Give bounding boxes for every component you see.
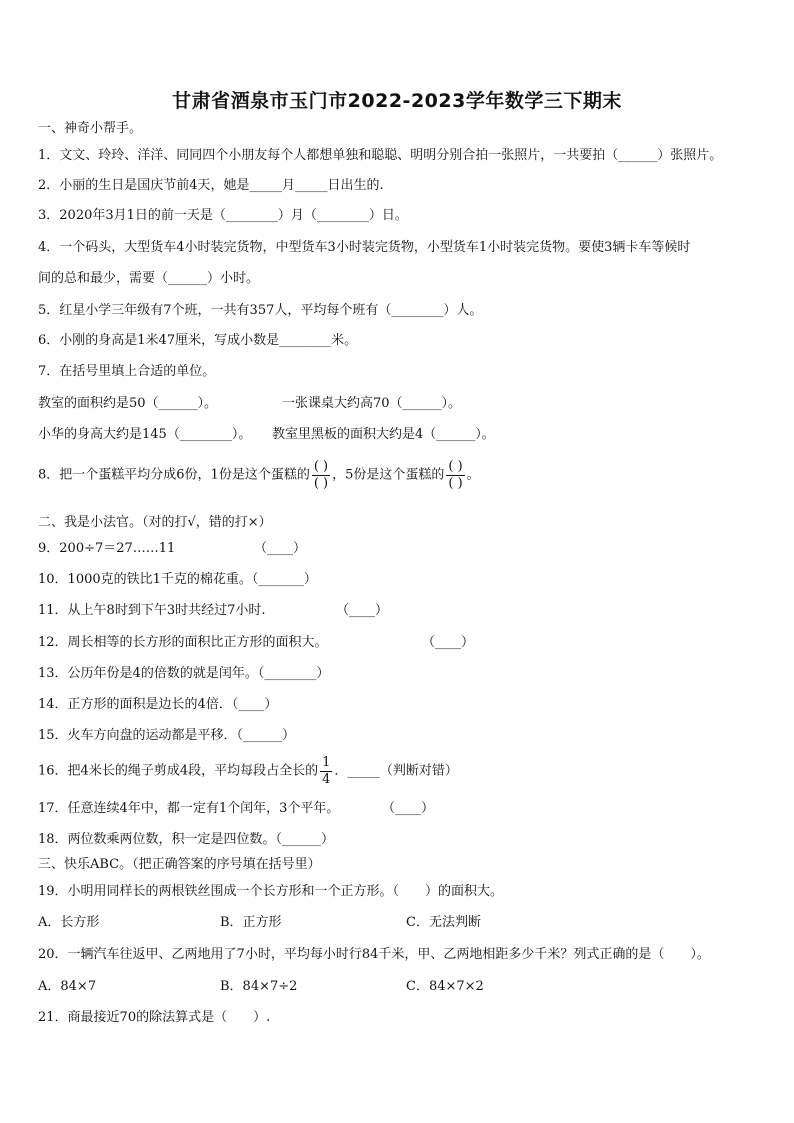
question-20: 20．一辆汽车往返甲、乙两地用了7小时，平均每小时行84千米，甲、乙两地相距多少千米？列式正确的是（ ）。 xyxy=(38,947,710,962)
question-5: 5．红星小学三年级有7个班，一共有357人，平均每个班有（________）人。 xyxy=(38,303,483,318)
fraction-denominator-blank: ( ) xyxy=(448,476,463,491)
question-19: 19．小明用同样长的两根铁丝围成一个长方形和一个正方形。（ ）的面积大。 xyxy=(38,884,504,899)
question-11-blank: （____） xyxy=(336,603,389,618)
question-17-blank: （____） xyxy=(382,801,435,816)
page-title: 甘肃省酒泉市玉门市2022-2023学年数学三下期末 xyxy=(172,90,622,112)
question-19-option-a: A．长方形 xyxy=(38,915,100,930)
question-15: 15．火车方向盘的运动都是平移．（______） xyxy=(38,728,296,743)
question-20-option-c: C．84×7×2 xyxy=(406,979,484,994)
question-8-text-2: ，5份是这个蛋糕的 xyxy=(332,467,445,483)
section-heading-3: 三、快乐ABC。（把正确答案的序号填在括号里） xyxy=(38,857,321,872)
question-20-option-a: A．84×7 xyxy=(38,979,97,994)
fraction-numerator-blank: ( ) xyxy=(448,459,463,474)
question-9-blank: （____） xyxy=(254,541,307,556)
question-4-line-2: 间的总和最少，需要（______）小时。 xyxy=(38,271,260,286)
fraction-denominator: 4 xyxy=(322,772,331,787)
question-8-end: 。 xyxy=(466,467,480,483)
question-3: 3．2020年3月1日的前一天是（________）月（________）日。 xyxy=(38,208,408,223)
question-16-text-1: 16．把4米长的绳子剪成4段，平均每段占全长的 xyxy=(38,763,319,779)
fraction-one-quarter xyxy=(320,756,332,787)
question-16-text-2: ．_____（判断对错） xyxy=(334,763,458,779)
question-7-a: 教室的面积约是50（______）。 xyxy=(38,396,218,411)
question-9: 9．200÷7＝27……11 xyxy=(38,541,176,556)
section-heading-1: 一、神奇小帮手。 xyxy=(38,121,143,136)
question-21: 21．商最接近70的除法算式是（ ）. xyxy=(38,1010,271,1025)
question-12-blank: （____） xyxy=(422,635,475,650)
question-14: 14．正方形的面积是边长的4倍．（____） xyxy=(38,697,278,712)
question-17: 17．任意连续4年中，都一定有1个闰年，3个平年。 xyxy=(38,801,340,816)
question-1: 1．文文、玲玲、洋洋、同同四个小朋友每个人都想单独和聪聪、明明分别合拍一张照片，一共要拍（______）张照片。 xyxy=(38,148,723,163)
question-7-c: 小华的身高大约是145（________）。 xyxy=(38,427,252,442)
question-7: 7．在括号里填上合适的单位。 xyxy=(38,364,216,379)
question-7-d: 教室里黑板的面积大约是4（______）。 xyxy=(272,427,495,442)
section-heading-2: 二、我是小法官。（对的打√，错的打×） xyxy=(38,515,272,530)
question-2: 2．小丽的生日是国庆节前4天，她是_____月_____日出生的. xyxy=(38,178,384,193)
fraction-denominator-blank: ( ) xyxy=(313,476,329,491)
question-16 xyxy=(38,756,458,787)
question-7-b: 一张课桌大约高70（______）。 xyxy=(282,396,462,411)
question-12: 12．周长相等的长方形的面积比正方形的面积大。 xyxy=(38,635,328,650)
fraction-blank-2 xyxy=(446,460,464,491)
question-8-text-1: 8．把一个蛋糕平均分成6份，1份是这个蛋糕的 xyxy=(38,467,310,483)
question-20-option-b: B．84×7÷2 xyxy=(220,979,298,994)
question-10: 10．1000克的铁比1千克的棉花重。（_______） xyxy=(38,572,317,587)
question-19-option-b: B．正方形 xyxy=(220,915,282,930)
fraction-numerator: 1 xyxy=(322,755,331,770)
question-6: 6．小刚的身高是1米47厘米，写成小数是________米。 xyxy=(38,333,358,348)
question-19-option-c: C．无法判断 xyxy=(406,915,481,930)
question-18: 18．两位数乘两位数，积一定是四位数。（______） xyxy=(38,832,335,847)
question-11: 11．从上午8时到下午3时共经过7小时. xyxy=(38,603,266,618)
question-4-line-1: 4．一个码头，大型货车4小时装完货物，中型货车3小时装完货物，小型货车1小时装完货物。要使3辆卡车等候时 xyxy=(38,240,691,255)
question-13: 13．公历年份是4的倍数的就是闰年。（________） xyxy=(38,666,330,681)
question-8 xyxy=(38,460,480,491)
fraction-numerator-blank: ( ) xyxy=(313,459,329,474)
fraction-blank-1 xyxy=(312,460,330,491)
